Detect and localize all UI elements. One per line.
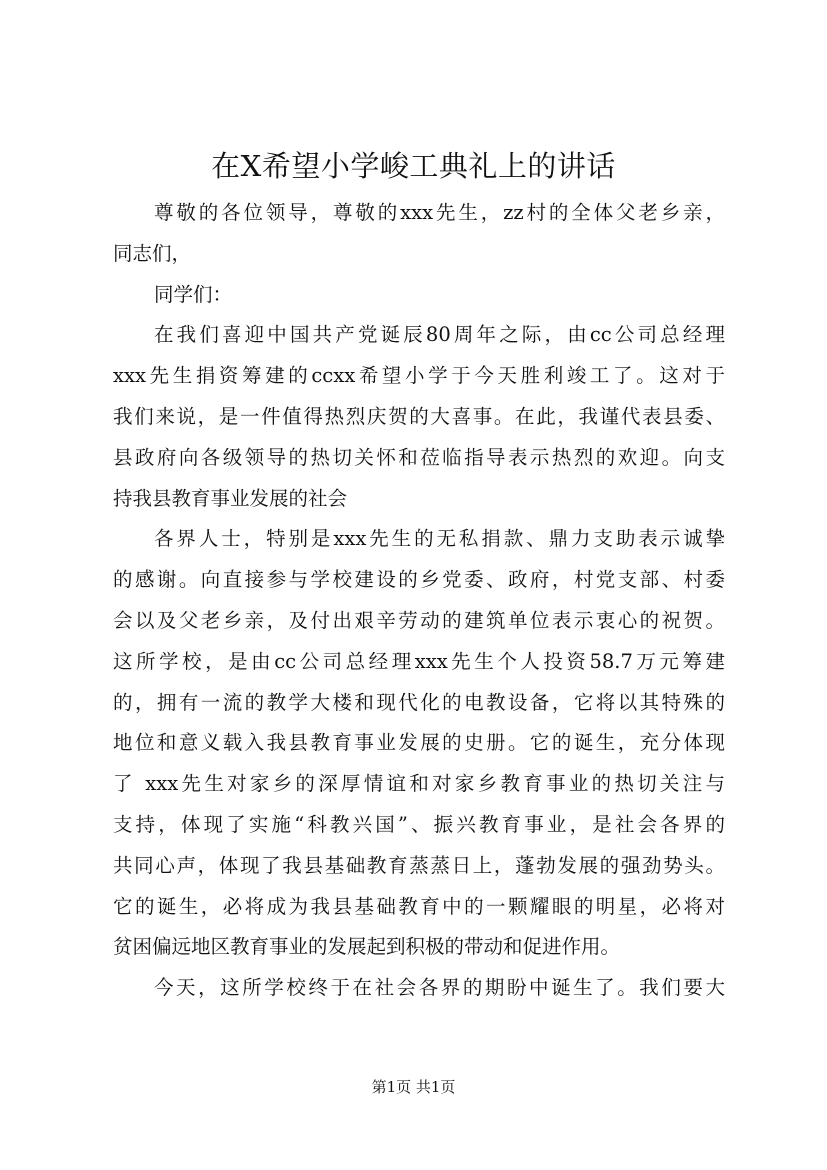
- text-line: 这所学校，是由cc公司总经理xxx先生个人投资58.7万元筹建: [113, 649, 725, 673]
- text-line: 支持，体现了实施“科教兴国”、振兴教育事业，是社会各界的: [113, 812, 725, 836]
- text-line: 各界人士，特别是xxx先生的无私捐款、鼎力支助表示诚挚: [154, 527, 725, 551]
- text-line: 的感谢。向直接参与学校建设的乡党委、政府，村党支部、村委: [113, 568, 725, 592]
- document-body: [113, 193, 725, 1009]
- text-line: 今天，这所学校终于在社会各界的期盼中诞生了。我们要大: [154, 976, 725, 1000]
- paragraph-thanks: [113, 519, 725, 968]
- text-line: 尊敬的各位领导，尊敬的xxx先生，zz村的全体父老乡亲，: [154, 201, 725, 224]
- text-line: 地位和意义载入我县教育事业发展的史册。它的诞生，充分体现: [113, 731, 725, 755]
- text-line: 持我县教育事业发展的社会: [113, 486, 348, 510]
- text-line: xxx先生捐资筹建的ccxx希望小学于今天胜利竣工了。这对于: [113, 364, 725, 388]
- paragraph-students: [113, 275, 725, 316]
- text-line: 在我们喜迎中国共产党诞辰80周年之际，由cc公司总经理: [154, 323, 725, 347]
- text-line: 县政府向各级领导的热切关怀和莅临指导表示热烈的欢迎。向支: [113, 445, 725, 469]
- text-line: 的，拥有一流的教学大楼和现代化的电教设备，它将以其特殊的: [113, 690, 725, 714]
- text-line: 它的诞生，必将成为我县基础教育中的一颗耀眼的明星，必将对: [113, 894, 725, 918]
- text-line: 同学们：: [154, 282, 233, 306]
- document-title: 在X希望小学峻工典礼上的讲话: [211, 149, 616, 183]
- paragraph-opening: [113, 315, 725, 519]
- text-line: 同志们，: [113, 241, 192, 265]
- text-line: 贫困偏远地区教育事业的发展起到积极的带动和促进作用。: [113, 935, 621, 959]
- page-footer: 第1页 共1页: [371, 1078, 456, 1096]
- text-line: 会以及父老乡亲，及付出艰辛劳动的建筑单位表示衷心的祝贺。: [113, 608, 725, 632]
- text-line: 共同心声，体现了我县基础教育蒸蒸日上，蓬勃发展的强劲势头。: [113, 853, 725, 877]
- text-line: 我们来说，是一件值得热烈庆贺的大喜事。在此，我谨代表县委、: [113, 404, 725, 428]
- paragraph-salutation: [113, 193, 725, 275]
- text-line: 了 xxx先生对家乡的深厚情谊和对家乡教育事业的热切关注与: [113, 772, 725, 796]
- paragraph-today: [113, 968, 725, 1009]
